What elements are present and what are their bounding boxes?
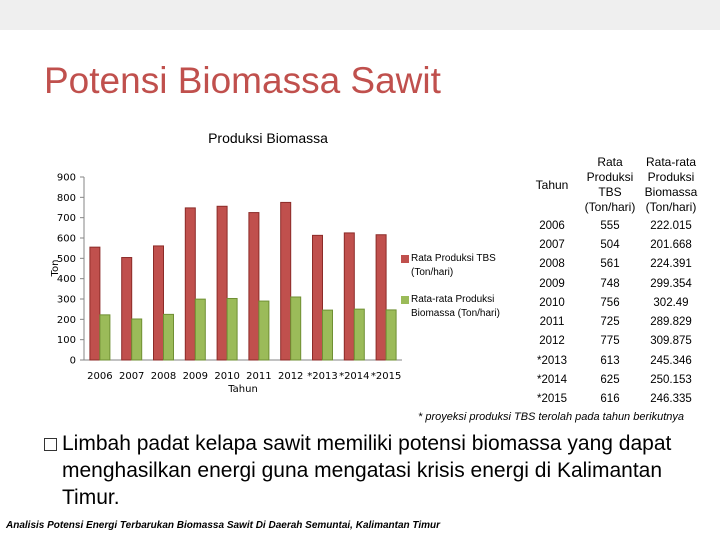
header-biomass: Rata-rata Produksi Biomassa (Ton/hari): [644, 155, 698, 214]
y-tick-label: 100: [56, 335, 76, 347]
legend-swatch: [401, 296, 409, 304]
bar-tbs: [344, 233, 354, 360]
table-row: [524, 370, 702, 389]
x-tick-label: 2007: [118, 371, 145, 382]
header-year: Tahun: [535, 177, 569, 192]
table-row: [524, 293, 702, 312]
cell-tbs: 561: [600, 258, 620, 271]
table-row: [524, 332, 702, 351]
cell-tbs: 504: [600, 238, 620, 251]
cell-year: 2011: [539, 316, 565, 329]
table-row: [524, 274, 702, 293]
cell-biomass: 299.354: [650, 277, 692, 290]
bar-tbs: [185, 208, 195, 360]
bar-biomass: [227, 298, 237, 360]
table-row: [524, 255, 702, 274]
bar-tbs: [281, 202, 291, 360]
cell-biomass: 289.829: [650, 316, 692, 329]
bar-tbs: [376, 235, 386, 360]
bar-tbs: [217, 206, 227, 360]
bar-biomass: [195, 299, 205, 360]
bullet-text: Limbah padat kelapa sawit memiliki potensi biomassa yang dapat menghasilkan energi guna mengatasi krisis energi di Kalimantan Timur.: [62, 432, 672, 509]
bar-biomass: [100, 315, 110, 360]
x-tick-label: 2012: [277, 371, 304, 382]
cell-year: *2013: [536, 354, 568, 367]
production-table: [524, 154, 702, 409]
cell-year: 2006: [539, 219, 565, 232]
y-tick-label: 300: [56, 294, 76, 306]
bar-biomass: [291, 297, 301, 360]
y-axis-title: Ton: [50, 259, 61, 277]
table-row: [524, 235, 702, 254]
cell-year: *2015: [536, 393, 568, 406]
legend-label: Rata Produksi TBS (Ton/hari): [411, 253, 496, 278]
table-row: [524, 216, 702, 235]
chart-title: Produksi Biomassa: [208, 130, 328, 146]
cell-biomass: 250.153: [650, 374, 692, 387]
y-tick-label: 700: [56, 213, 76, 225]
table-row: [524, 312, 702, 331]
table-header-row: [524, 154, 702, 216]
footer-caption: Analisis Potensi Energi Terbarukan Biomassa Sawit Di Daerah Semuntai, Kalimantan Timur: [6, 520, 441, 531]
bar-biomass: [323, 310, 333, 360]
bar-biomass: [132, 319, 142, 360]
x-tick-label: 2006: [87, 371, 113, 382]
y-tick-label: 0: [69, 355, 76, 367]
x-tick-label: *2015: [370, 371, 402, 382]
legend-label: Rata-rata Produksi Biomassa (Ton/hari): [411, 294, 500, 319]
legend-swatch: [401, 255, 409, 263]
header-tbs: Rata Produksi TBS (Ton/hari): [584, 155, 636, 214]
cell-year: 2010: [539, 296, 565, 309]
bullet-square-icon: [44, 438, 57, 451]
x-tick-label: *2014: [339, 371, 370, 382]
x-tick-label: 2010: [214, 371, 240, 382]
bar-biomass: [386, 310, 396, 360]
slide-title: Potensi Biomassa Sawit: [44, 60, 441, 101]
cell-biomass: 245.346: [650, 354, 692, 367]
cell-year: 2007: [539, 238, 565, 251]
cell-tbs: 775: [600, 335, 620, 348]
x-tick-label: *2013: [307, 371, 338, 382]
bar-tbs: [122, 258, 132, 360]
cell-tbs: 625: [600, 374, 620, 387]
x-tick-label: 2008: [150, 371, 177, 382]
x-tick-label: 2009: [182, 371, 209, 382]
y-tick-label: 400: [56, 274, 76, 286]
bar-biomass: [164, 314, 174, 360]
cell-year: *2014: [536, 374, 568, 387]
cell-year: 2012: [539, 335, 565, 348]
cell-biomass: 246.335: [650, 393, 692, 406]
y-tick-label: 900: [56, 172, 76, 184]
cell-tbs: 725: [600, 316, 620, 329]
cell-biomass: 302.49: [653, 296, 689, 309]
bar-tbs: [249, 213, 259, 360]
cell-year: 2009: [539, 277, 565, 290]
y-tick-label: 200: [56, 314, 76, 326]
cell-tbs: 616: [600, 393, 620, 406]
bar-tbs: [90, 247, 100, 360]
cell-tbs: 613: [600, 354, 620, 367]
y-tick-label: 500: [56, 253, 76, 265]
cell-biomass: 222.015: [650, 219, 692, 232]
table-row: [524, 390, 702, 409]
cell-biomass: 309.875: [650, 335, 692, 348]
x-axis-title: Tahun: [228, 384, 258, 395]
table-row: [524, 351, 702, 370]
cell-year: 2008: [539, 258, 565, 271]
cell-biomass: 201.668: [650, 238, 692, 251]
y-tick-label: 600: [56, 233, 76, 245]
bar-tbs: [154, 246, 164, 360]
projection-note: * proyeksi produksi TBS terolah pada tahun berikutnya: [418, 411, 684, 423]
bar-biomass: [259, 301, 269, 360]
x-tick-label: 2011: [246, 371, 272, 382]
bar-biomass: [354, 309, 364, 360]
cell-tbs: 748: [600, 277, 620, 290]
cell-biomass: 224.391: [650, 258, 692, 271]
bullet-point: [44, 430, 684, 511]
y-tick-label: 800: [56, 192, 76, 204]
cell-tbs: 555: [600, 219, 620, 232]
cell-tbs: 756: [600, 296, 620, 309]
bar-tbs: [313, 235, 323, 360]
table-body: [524, 216, 702, 409]
